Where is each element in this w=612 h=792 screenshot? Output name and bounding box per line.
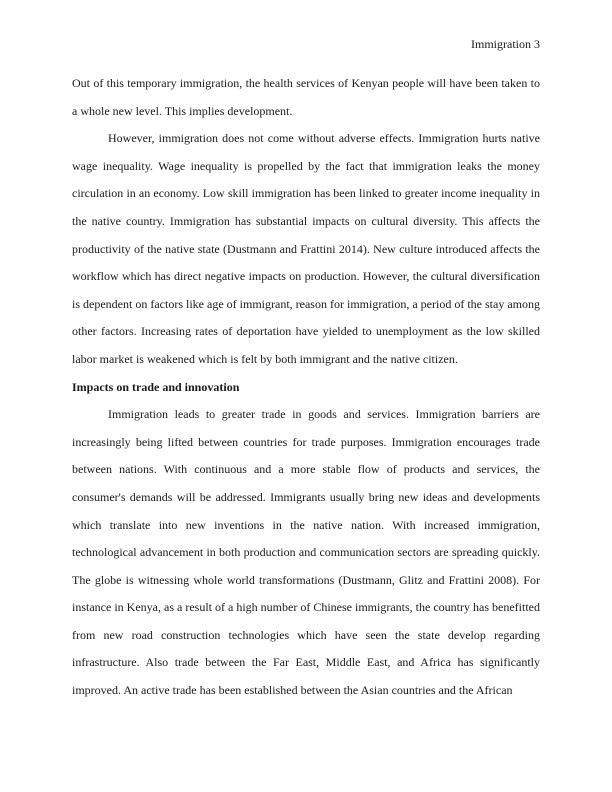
paragraph-trade-innovation: Immigration leads to greater trade in goods and services. Immigration barriers are increasingly being lifted between countries for trade purposes. Immigration encourages trade between nations. With continuous and a more stable flow of products and services, the consumer's demands will be addressed. Immigrants usually bring new ideas and developments which translate into new inventions in the native nation. With increased immigration, technological advancement in both production and communication sectors are spreading quickly. The globe is witnessing whole world transformations (Dustmann, Glitz and Frattini 2008). For instance in Kenya, as a result of a high number of Chinese immigrants, the country has benefitted from new road construction technologies which have seen the state develop regarding infrastructure. Also trade between the Far East, Middle East, and Africa has significantly improved. An active trade has been established between the Asian countries and the African <box>72 407 540 698</box>
paragraph-continuation: Out of this temporary immigration, the health services of Kenyan people will have been taken to a whole new level. This implies development. <box>72 76 540 118</box>
paragraph-adverse-effects: However, immigration does not come without adverse effects. Immigration hurts native wage inequality. Wage inequality is propelled by the fact that immigration leaks the money circulation in an economy. Low skill immigration has been linked to greater income inequality in the native country. Immigration has substantial impacts on cultural diversity. This affects the productivity of the native state (Dustmann and Frattini 2014). New culture introduced affects the workflow which has direct negative impacts on production. However, the cultural diversification is dependent on factors like age of immigrant, reason for immigration, a period of the stay among other factors. Increasing rates of deportation have yielded to unemployment as the low skilled labor market is weakened which is felt by both immigrant and the native citizen. <box>72 131 540 366</box>
section-heading: Impacts on trade and innovation <box>72 379 240 394</box>
body-text <box>72 70 540 705</box>
running-head: Immigration 3 <box>471 37 540 51</box>
